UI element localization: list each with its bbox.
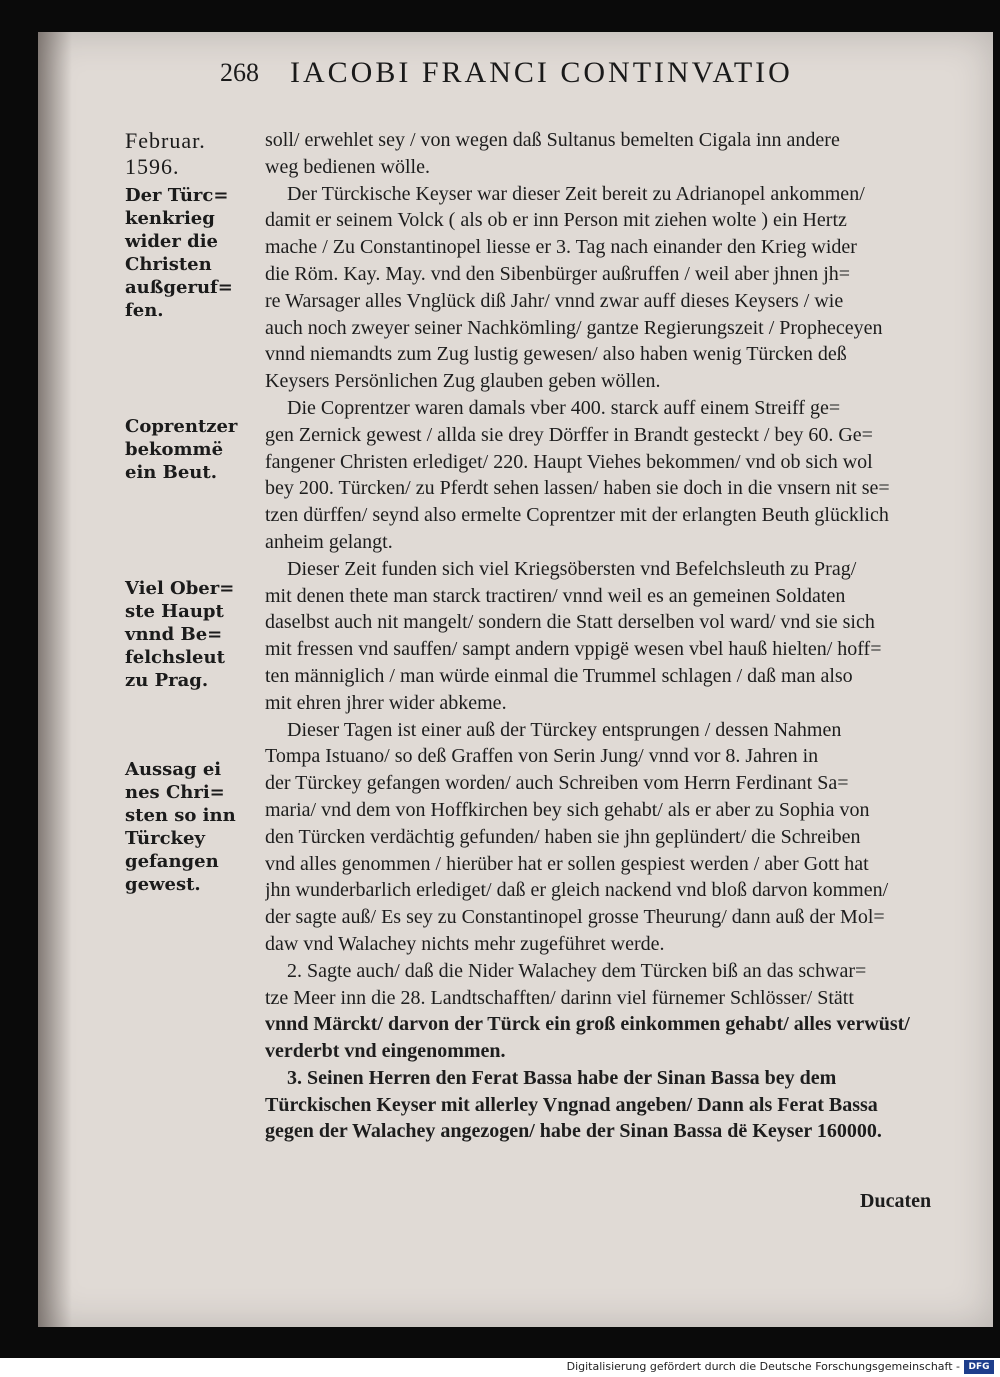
catchword: Ducaten — [860, 1190, 932, 1212]
text-line: bey 200. Türcken/ zu Pferdt sehen lassen/ haben sie doch in die vnsern nit se= — [265, 477, 890, 500]
margin-note-officers — [125, 577, 260, 692]
margin-line: Viel Ober= — [125, 578, 235, 599]
text-line: 3. Seinen Herren den Ferat Bassa habe der Sinan Bassa bey dem — [287, 1066, 837, 1089]
margin-line: sten so inn — [125, 805, 236, 826]
margin-note-war — [125, 184, 260, 322]
text-line: Tompa Istuano/ so deß Graffen von Serin Jung/ vnnd vor 8. Jahren in — [265, 745, 819, 768]
text-line: soll/ erwehlet sey / von wegen daß Sultanus bemelten Cigala inn andere — [265, 129, 840, 151]
margin-line: felchsleut — [125, 647, 225, 668]
margin-line: fen. — [125, 300, 164, 321]
margin-note-date — [125, 128, 260, 180]
text-line: die Röm. Kay. May. vnd den Sibenbürger außruffen / weil aber jhnen jh= — [265, 262, 851, 285]
text-line: daw vnd Walachey nichts mehr zugeführet werde. — [265, 932, 665, 955]
text-line: Dieser Tagen ist einer auß der Türckey entsprungen / dessen Nahmen — [287, 718, 842, 741]
text-line: verderbt vnd eingenommen. — [265, 1040, 506, 1063]
margin-line: gefangen — [125, 851, 219, 872]
text-line: Der Türckische Keyser war dieser Zeit bereit zu Adrianopel ankommen/ — [287, 182, 865, 205]
text-line: weg bedienen wölle. — [265, 155, 430, 178]
margin-line: nes Chri= — [125, 782, 225, 803]
text-line: tzen dürffen/ seynd also ermelte Coprentzer mit der erlangten Beuth glücklich — [265, 504, 889, 527]
text-line: der sagte auß/ Es sey zu Constantinopel grosse Theurung/ dann auß der Mol= — [265, 906, 885, 929]
margin-line: ein Beut. — [125, 462, 217, 483]
page-gutter-shadow — [38, 32, 72, 1327]
margin-note-testimony — [125, 758, 260, 896]
margin-note-coprentzer — [125, 415, 260, 484]
margin-line: gewest. — [125, 874, 201, 895]
text-line: auch noch zweyer seiner Nachkömling/ gantze Regierungszeit / Propheceyen — [265, 316, 883, 339]
text-line: Keysers Persönlichen Zug glauben geben wöllen. — [265, 370, 661, 393]
text-line: mit fressen vnd sauffen/ sampt andern vppigë wesen vbel hauß hielten/ hoff= — [265, 638, 882, 661]
margin-line: Februar. — [125, 128, 206, 153]
text-line: mit denen thete man starck tractiren/ vnnd weil es an gemeinen Soldaten — [265, 584, 846, 607]
text-line: Dieser Zeit funden sich viel Kriegsöbersten vnd Befelchsleuth zu Prag/ — [287, 557, 857, 580]
margin-line: Christen — [125, 254, 212, 275]
text-line: maria/ vnd dem von Hoffkirchen bey sich gehabt/ als er aber zu Sophia von — [265, 798, 870, 821]
margin-line: 1596. — [125, 154, 180, 179]
text-line: mit ehren jhrer wider abkeme. — [265, 691, 507, 714]
text-line: jhn wunderbarlich erlediget/ daß er gleich nackend vnd bloß darvon kommen/ — [265, 879, 889, 902]
text-line: der Türckey gefangen worden/ auch Schreiben vom Herrn Ferdinant Sa= — [265, 772, 849, 795]
margin-line: Aussag ei — [125, 759, 222, 780]
text-line: damit er seinem Volck ( als ob er inn Person mit ziehen wolte ) ein Hertz — [265, 209, 847, 232]
margin-line: Türckey — [125, 828, 205, 849]
margin-line: wider die — [125, 231, 218, 252]
text-line: gen Zernick gewest / allda sie drey Dörffer in Brandt gesteckt / bey 60. Ge= — [265, 423, 873, 446]
margin-line: Der Türc= — [125, 185, 229, 206]
text-line: anheim gelangt. — [265, 530, 393, 553]
text-line: 2. Sagte auch/ daß die Nider Walachey dem Türcken biß an das schwar= — [287, 959, 867, 982]
text-line: vnnd Märckt/ darvon der Türck ein groß einkommen gehabt/ alles verwüst/ — [265, 1013, 910, 1036]
funding-credit: Digitalisierung gefördert durch die Deutsche Forschungsgemeinschaft - — [566, 1360, 960, 1373]
margin-line: Coprentzer — [125, 416, 238, 437]
text-line: Die Coprentzer waren damals vber 400. starck auff einem Streiff ge= — [287, 396, 841, 419]
text-line: vnnd niemandts zum Zug lustig gewesen/ also haben wenig Türcken deß — [265, 343, 847, 366]
body-text — [265, 127, 955, 1145]
text-line: ten männiglich / man würde einmal die Trummel schlagen / daß man also — [265, 664, 853, 687]
margin-line: außgeruf= — [125, 277, 233, 298]
margin-line: ste Haupt — [125, 601, 224, 622]
margin-line: vnnd Be= — [125, 624, 223, 645]
page-header — [220, 58, 920, 98]
text-line: tze Meer inn die 28. Landtschafften/ darinn viel fürnemer Schlösser/ Stätt — [265, 986, 854, 1009]
text-line: re Warsager alles Vnglück diß Jahr/ vnnd zwar auff dieses Keysers / wie — [265, 289, 844, 312]
footer-bar — [0, 1358, 1000, 1377]
dfg-logo-icon: DFG — [964, 1360, 994, 1374]
text-line: den Türcken verdächtig gefunden/ haben sie jhn geplündert/ die Schreiben — [265, 825, 861, 848]
margin-line: kenkrieg — [125, 208, 215, 229]
text-line: daselbst auch nit mangelt/ sondern die Statt derselben vol ward/ vnd sie sich — [265, 611, 875, 634]
page-number: 268 — [220, 58, 259, 87]
text-line: vnd alles genommen / hierüber hat er sollen gespiest werden / aber Gott hat — [265, 852, 869, 875]
running-title: IACOBI FRANCI CONTINVATIO — [290, 56, 793, 89]
text-line: gegen der Walachey angezogen/ habe der Sinan Bassa dë Keyser 160000. — [265, 1120, 882, 1143]
margin-line: zu Prag. — [125, 670, 209, 691]
text-line: fangener Christen erlediget/ 220. Haupt Viehes bekommen/ vnd ob sich wol — [265, 450, 873, 473]
margin-line: bekommë — [125, 439, 224, 460]
text-line: mache / Zu Constantinopel liesse er 3. Tag nach einander den Krieg wider — [265, 236, 857, 259]
text-line: Türckischen Keyser mit allerley Vngnad angeben/ Dann als Ferat Bassa — [265, 1093, 878, 1116]
